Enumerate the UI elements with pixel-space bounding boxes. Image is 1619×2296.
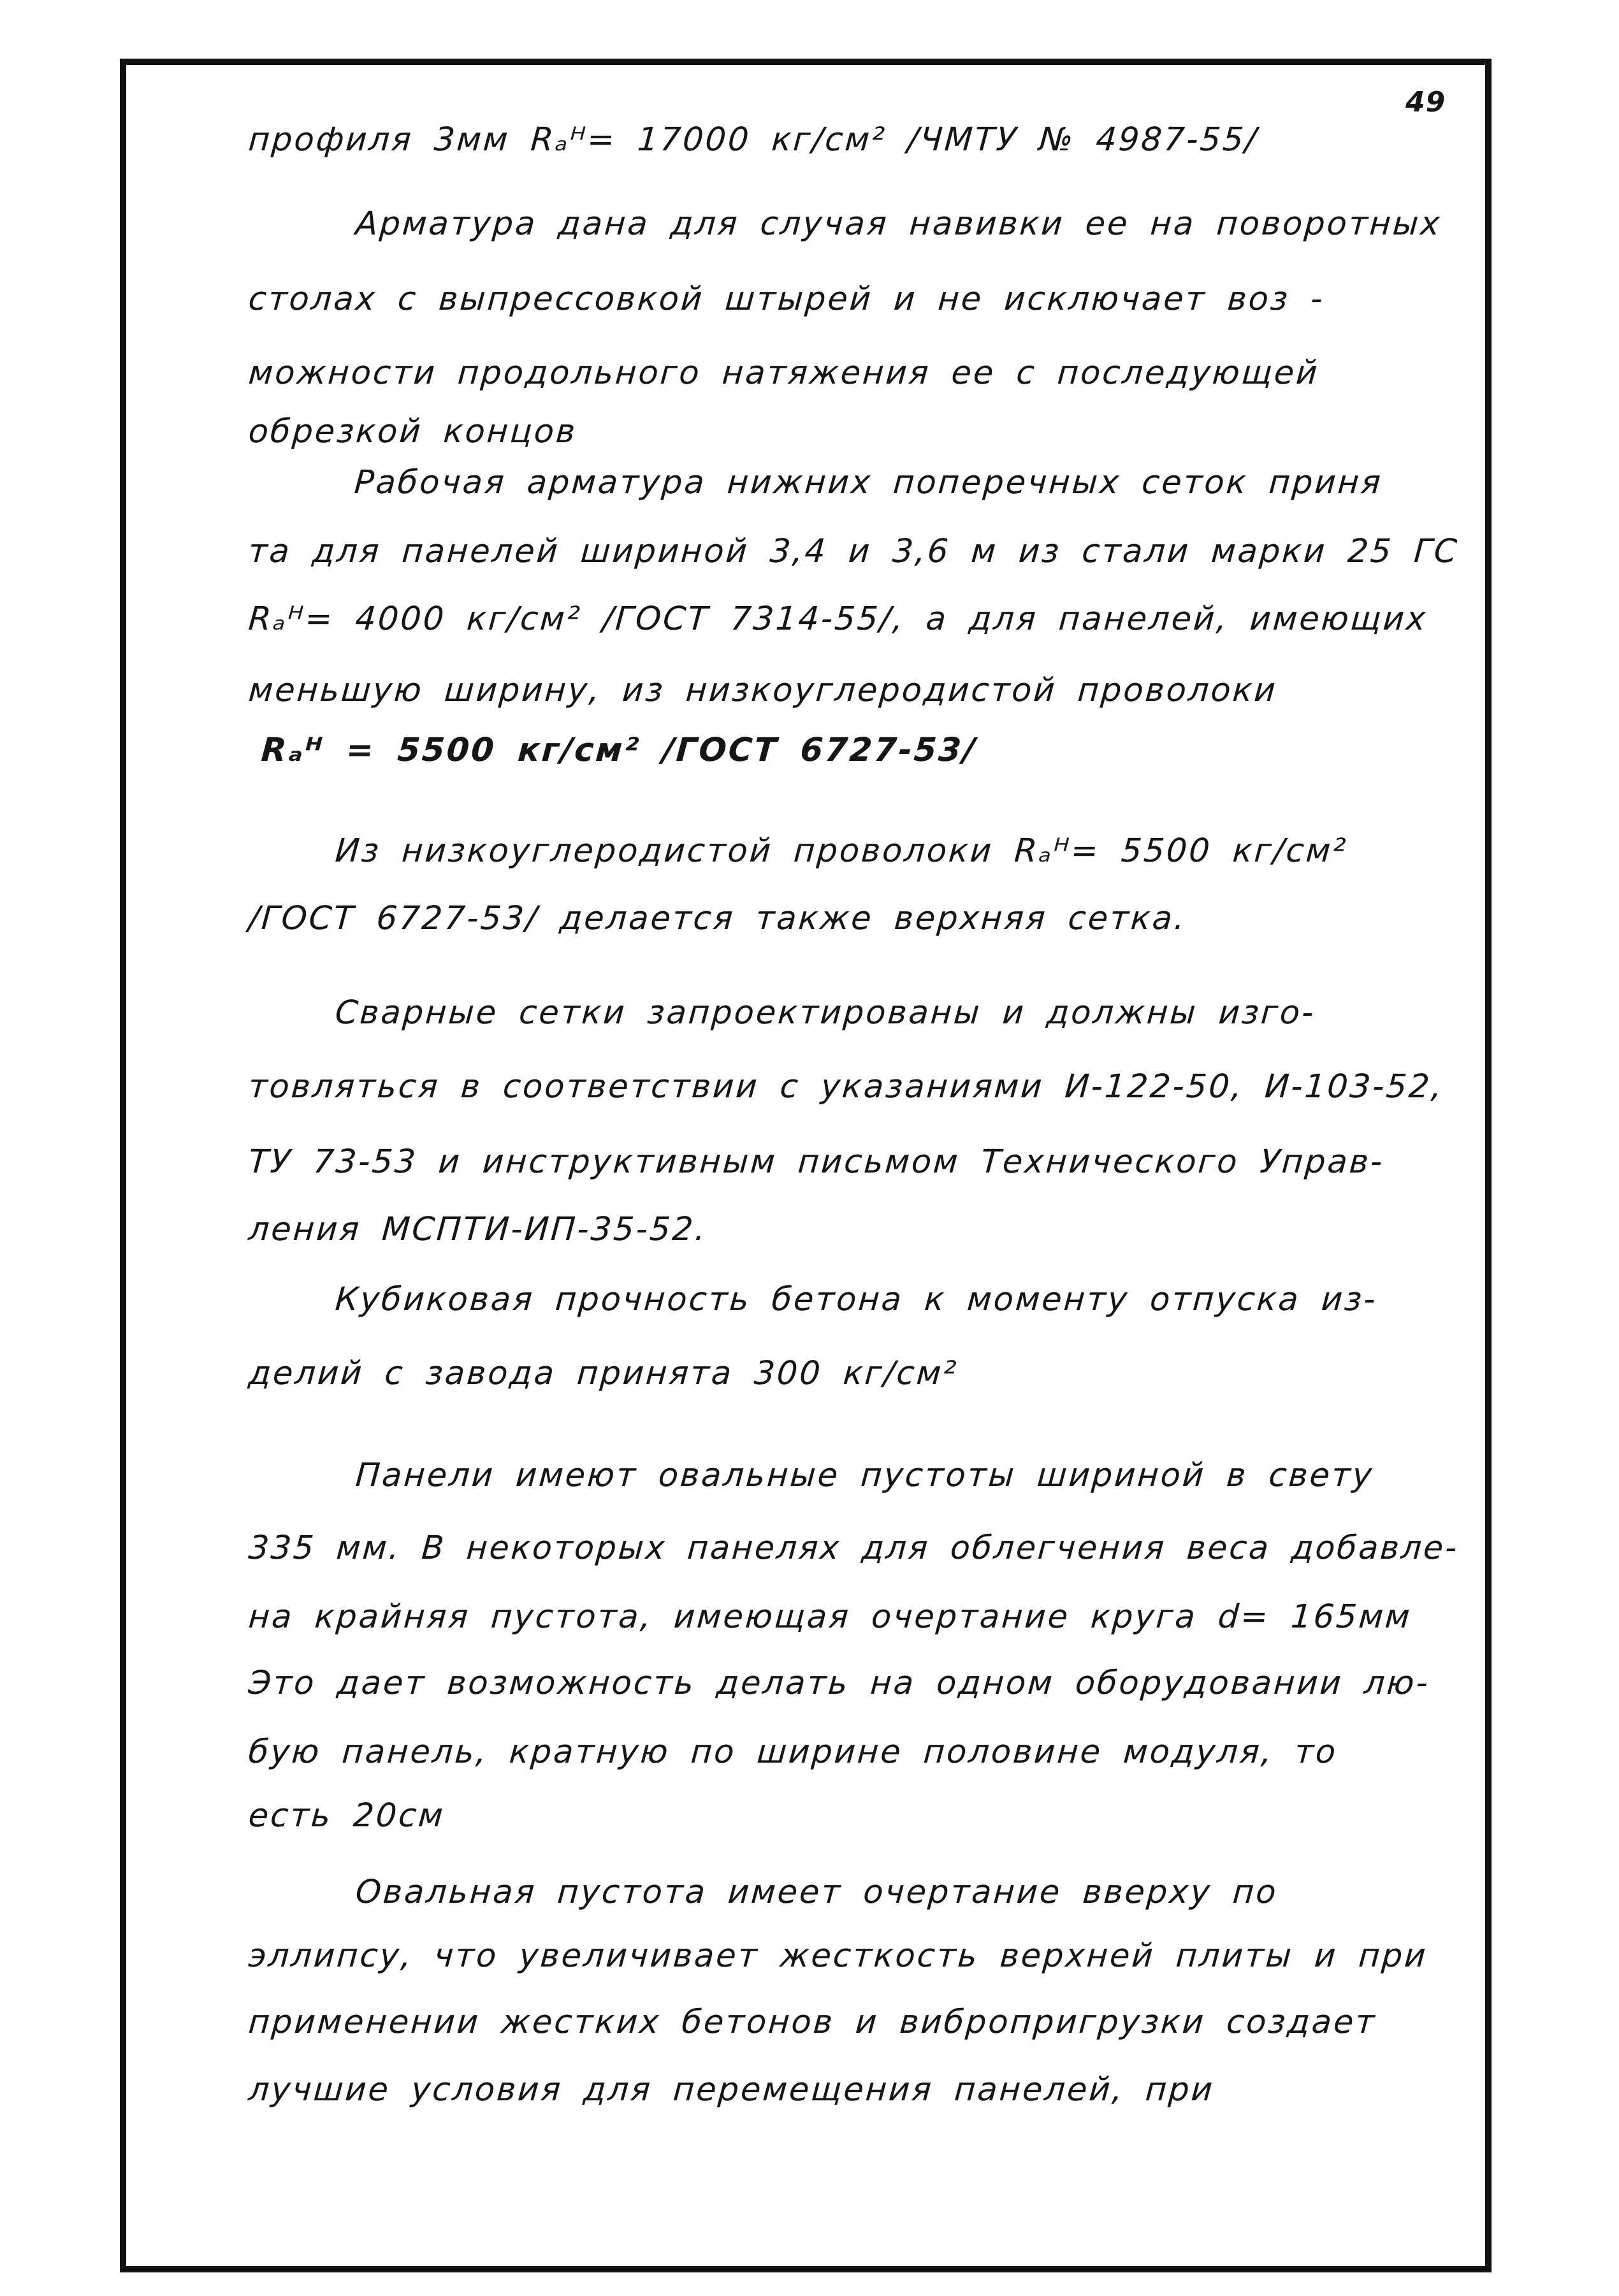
- text-line: эллипсу, что увеличивает жесткость верхней плиты и при: [247, 1937, 1429, 1975]
- text-line: Сварные сетки запроектированы и должны изго-: [333, 994, 1317, 1032]
- text-line: товляться в соответствии с указаниями И-122-50, И-103-52,: [247, 1068, 1445, 1106]
- text-line: столах с выпрессовкой штырей и не исключает воз -: [247, 280, 1326, 318]
- page-number: 49: [1405, 86, 1446, 119]
- text-line: Рабочая арматура нижних поперечных сеток приня: [352, 464, 1384, 502]
- text-line: Арматура дана для случая навивки ее на поворотных: [354, 205, 1443, 243]
- text-line: Овальная пустота имеет очертание вверху по: [354, 1874, 1279, 1911]
- text-line: та для панелей шириной 3,4 и 3,6 м из стали марки 25 ГС: [247, 533, 1460, 570]
- text-line: Панели имеют овальные пустоты шириной в свету: [354, 1457, 1376, 1494]
- text-line: Это дает возможность делать на одном оборудовании лю-: [247, 1664, 1432, 1702]
- text-line: Rₐᴴ = 5500 кг/см² /ГОСТ 6727-53/: [259, 732, 978, 769]
- text-line: Кубиковая прочность бетона к моменту отпуска из-: [333, 1281, 1379, 1318]
- text-line: на крайняя пустота, имеющая очертание круга d= 165мм: [247, 1598, 1413, 1636]
- text-line: Из низкоуглеродистой проволоки Rₐᴴ= 5500 кг/см²: [333, 832, 1349, 870]
- text-line: лучшие условия для перемещения панелей, при: [247, 2071, 1216, 2109]
- text-line: можности продольного натяжения ее с последующей: [247, 354, 1321, 392]
- text-line: Rₐᴴ= 4000 кг/см² /ГОСТ 7314-55/, а для панелей, имеющих: [247, 600, 1429, 638]
- text-line: профиля 3мм Rₐᴴ= 17000 кг/см² /ЧМТУ № 4987-55/: [247, 121, 1260, 159]
- text-line: обрезкой концов: [247, 413, 579, 451]
- text-line: ления МСПТИ-ИП-35-52.: [247, 1211, 709, 1248]
- text-line: есть 20см: [247, 1797, 446, 1835]
- text-line: меньшую ширину, из низкоуглеродистой проволоки: [247, 672, 1279, 709]
- text-line: применении жестких бетонов и вибропригрузки создает: [247, 2004, 1378, 2041]
- text-line: 335 мм. В некоторых панелях для облегчения веса добавле-: [247, 1529, 1460, 1567]
- text-line: бую панель, кратную по ширине половине модуля, то: [247, 1733, 1339, 1771]
- text-line: /ГОСТ 6727-53/ делается также верхняя сетка.: [247, 900, 1188, 937]
- text-line: ТУ 73-53 и инструктивным письмом Технического Управ-: [247, 1143, 1386, 1181]
- text-line: делий с завода принята 300 кг/см²: [247, 1355, 959, 1392]
